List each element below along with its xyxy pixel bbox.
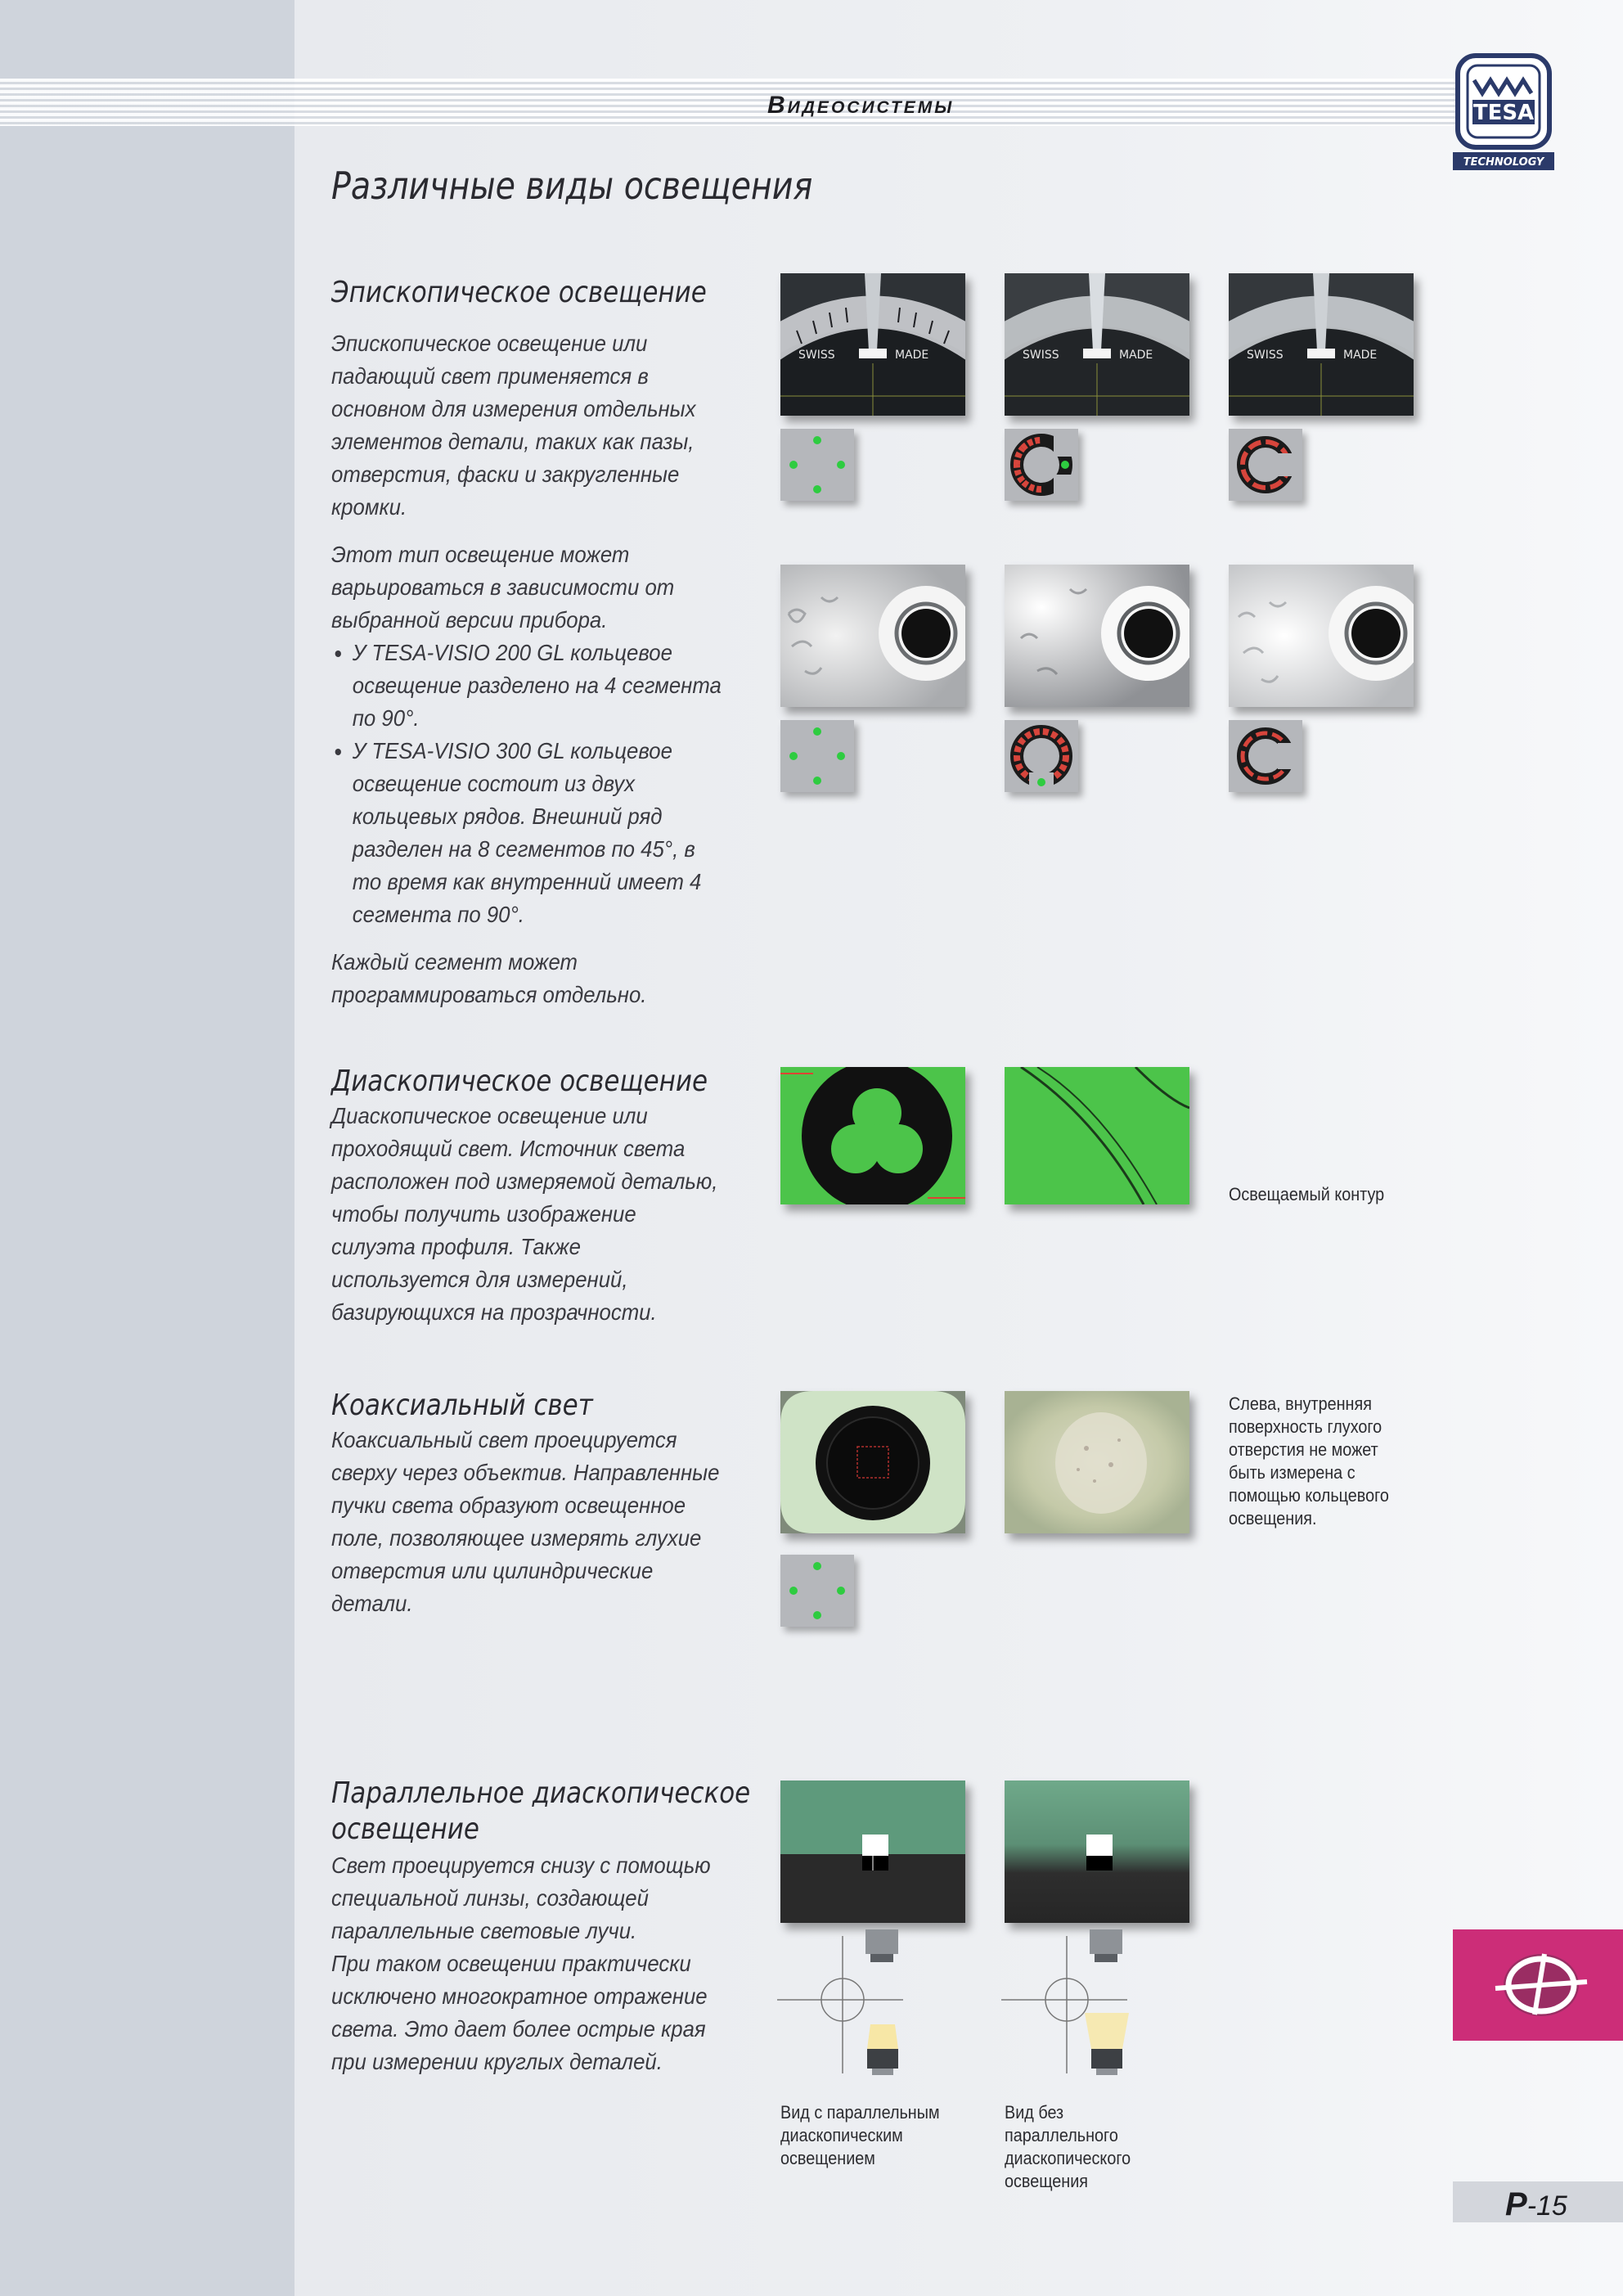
non-parallel-optics-diagram	[996, 1929, 1160, 2077]
episcopic-para2: Этот тип освещение может варьироваться в зависимости от выбранной версии прибора.	[331, 542, 675, 633]
page-number	[1505, 2186, 1567, 2223]
parallel-light-view-image	[780, 1781, 965, 1923]
watch-label-made: MADE	[1119, 349, 1153, 362]
episcopic-bullet: • У TESA-VISIO 200 GL кольцевое освещение разделено на 4 сегмента по 90°.	[353, 637, 723, 735]
episcopic-para3: Каждый сегмент может программироваться отдельно.	[331, 949, 647, 1007]
watch-label-made: MADE	[1343, 349, 1378, 362]
diascopic-title: Диаскопическое освещение	[331, 1065, 708, 1098]
watch-label-swiss: SWISS	[1247, 349, 1284, 362]
parallel-body	[331, 1849, 722, 2093]
episcopic-bullets	[331, 637, 722, 931]
ring-light-4-led-icon	[780, 720, 854, 792]
coaxial-title: Коаксиальный свет	[331, 1389, 593, 1422]
blind-hole-ring-image	[1005, 1391, 1189, 1533]
parallel-title-line2: освещение	[331, 1812, 479, 1846]
ring-light-segments-icon	[1005, 720, 1078, 792]
watch-dial-image	[1229, 273, 1414, 416]
metal-part-image	[1229, 565, 1414, 707]
measurement-icon	[1453, 1929, 1623, 2041]
watch-dial-image	[780, 273, 965, 416]
diascopic-caption: Освещаемый контур	[1229, 1184, 1385, 1204]
episcopic-body	[331, 327, 722, 1026]
parallel-para2: При таком освещении практически исключено многократное отражение света. Это дает более острые края при измерении круглых деталей.	[331, 1951, 708, 2074]
section-tab-marker	[1453, 1929, 1623, 2041]
parallel-caption-left: Вид с параллельным диаскопическим освещением	[780, 2102, 940, 2168]
parallel-para1: Свет проецируется снизу с помощью специальной линзы, создающей параллельные световые лучи.	[331, 1853, 711, 1943]
parallel-caption-right: Вид без параллельного диаскопического освещения	[1005, 2102, 1131, 2191]
ring-light-segments-icon	[1229, 429, 1302, 501]
episcopic-title: Эпископическое освещение	[331, 276, 707, 309]
page-title: Различные виды освещения	[331, 164, 813, 208]
tesa-logo	[1453, 52, 1554, 175]
left-margin-band	[0, 0, 294, 2296]
metal-part-image	[780, 565, 965, 707]
page-suffix: -15	[1526, 2190, 1567, 2222]
coaxial-para: Коаксиальный свет проецируется сверху через объектив. Направленные пучки света образуют освещенное поле, позволяющее измерять глухие отверстия или цилиндрические детали.	[331, 1427, 720, 1616]
ring-light-4-led-icon	[780, 1555, 854, 1627]
diascopic-para: Диаскопическое освещение или проходящий свет. Источник света расположен под измеряемой деталью, чтобы получить изображение силуэта профиля. Также используется для измерений, базирующихся на прозрачности.	[331, 1103, 718, 1325]
page-letter: P	[1505, 2186, 1527, 2222]
header-stripes	[0, 79, 1459, 126]
header-title: Видеосистемы	[767, 92, 955, 119]
ring-light-4-led-icon	[780, 429, 854, 501]
silhouette-image	[780, 1067, 965, 1204]
watch-label-swiss: SWISS	[1023, 349, 1059, 362]
non-parallel-light-view-image	[1005, 1781, 1189, 1923]
logo-subtext: TECHNOLOGY	[1463, 156, 1544, 169]
watch-label-made: MADE	[895, 349, 929, 362]
episcopic-bullet: • У TESA-VISIO 300 GL кольцевое освещение состоит из двух кольцевых рядов. Внешний ряд разделен на 8 сегментов по 45°, в то время как внутренний имеет 4 сегмента по 90°.	[353, 735, 723, 931]
diascopic-body	[331, 1100, 722, 1344]
episcopic-para1: Эпископическое освещение или падающий свет применяется в основном для измерения отдельных элементов детали, таких как пазы, отверстия, фаски и закругленные кромки.	[331, 331, 696, 520]
coaxial-body	[331, 1424, 722, 1635]
silhouette-image	[1005, 1067, 1189, 1204]
watch-dial-image	[1005, 273, 1189, 416]
parallel-optics-diagram	[772, 1929, 936, 2077]
watch-label-swiss: SWISS	[798, 349, 835, 362]
logo-text: TESA	[1472, 101, 1535, 125]
parallel-title-line1: Параллельное диаскопическое	[331, 1776, 751, 1810]
metal-part-image	[1005, 565, 1189, 707]
ring-light-segments-icon	[1005, 429, 1078, 501]
coaxial-caption: Слева, внутренняя поверхность глухого отверстия не может быть измерена с помощью кольцевого освещения.	[1229, 1393, 1389, 1528]
blind-hole-coaxial-image	[780, 1391, 965, 1533]
ring-light-segments-icon	[1229, 720, 1302, 792]
